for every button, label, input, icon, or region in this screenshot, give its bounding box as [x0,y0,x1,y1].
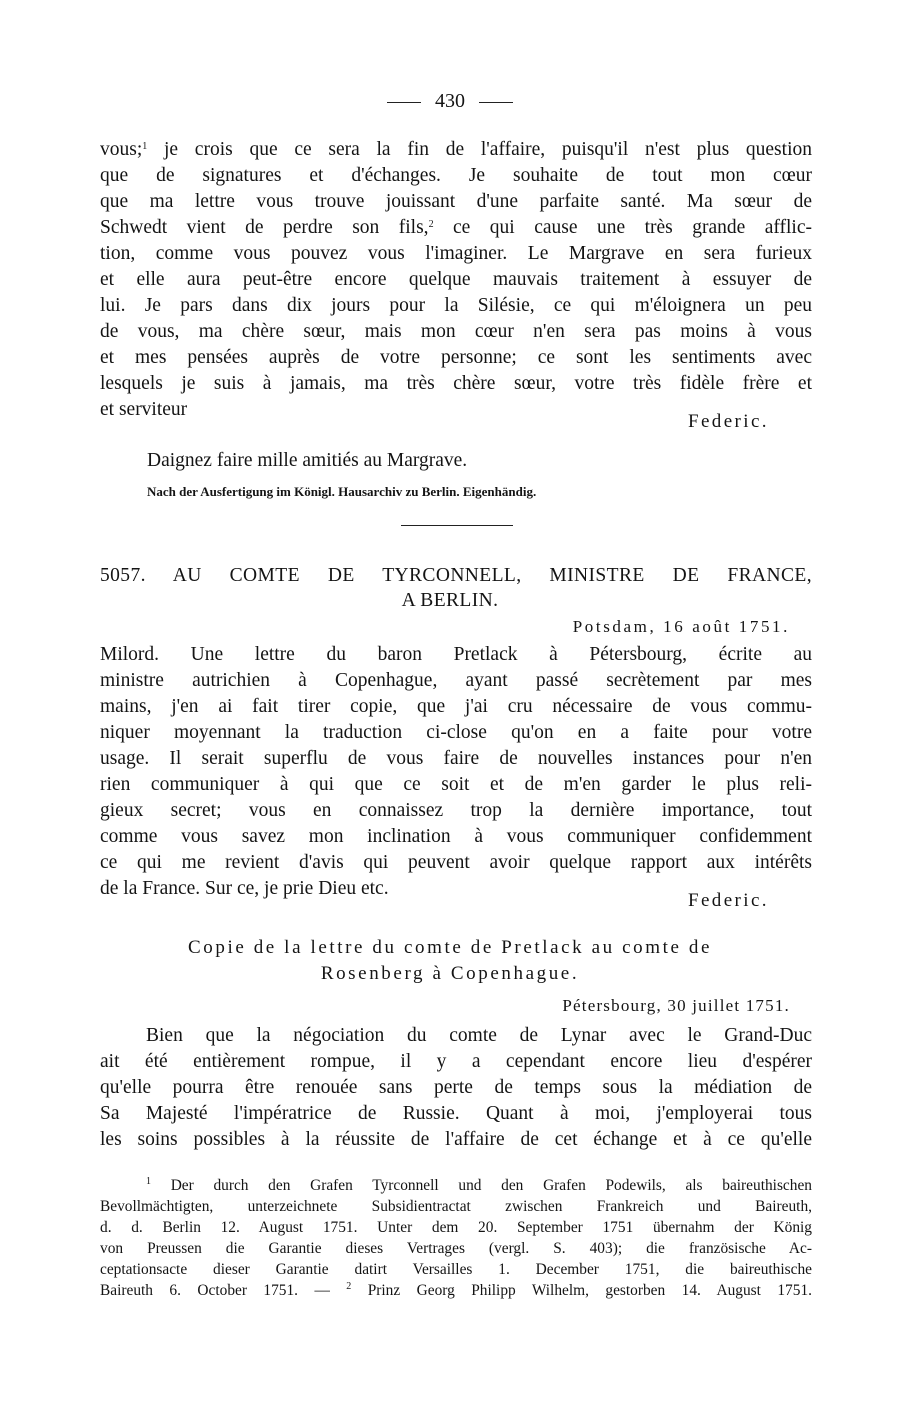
text-line: Bien que la négociation du comte de Lynar avec le Grand-Duc [146,1025,812,1046]
dateline: Potsdam, 16 août 1751. [572,617,790,636]
text-line: ministre autrichien à Copenhague, ayant passé secrètement par mes [100,670,812,691]
footnotes [100,1175,812,1301]
footnote-line: $^1$ Der durch den Grafen Tyrconnell und den Grafen Podewils, als baireuthischen [146,1176,812,1194]
signature: Federic. [688,411,769,432]
letter-title-line2: A BERLIN. [401,590,499,611]
signature: Federic. [688,890,769,911]
text-line: usage. Il serait superflu de vous faire de nouvelles instances pour n'en [100,748,812,769]
text-line: les soins possibles à la réussite de l'affaire de cet échange et à ce qu'elle [100,1129,812,1150]
copy-heading: Copie de la lettre du comte de Pretlack au comte de [187,937,713,958]
text-line: de la France. Sur ce, je prie Dieu etc. [100,878,389,899]
text-line: qu'elle pourra être renouée sans perte de temps sous la médiation de [100,1077,812,1098]
text-line: comme vous savez mon inclination à vous communiquer confidemment [100,826,812,847]
dateline: Pétersbourg, 30 juillet 1751. [562,996,790,1015]
footnote-line: ceptationsacte dieser Garantie datirt Versailles 1. December 1751, die baireuthische [100,1261,812,1278]
header-dash-right [479,102,513,103]
letter-title: 5057. AU COMTE DE TYRCONNELL, MINISTRE DE FRANCE, [100,565,812,586]
text-line: ce qui me revient d'avis qui peuvent avoir quelque rapport aux intérêts [100,852,812,873]
text-line: et elle aura peut-être encore quelque mauvais traitement à essuyer de [100,269,812,290]
text-line: rien communiquer à qui que ce soit et de m'en garder le plus reli- [100,774,812,795]
letter-continuation [100,137,812,423]
text-line: lesquels je suis à jamais, ma très chère sœur, votre très fidèle frère et [100,373,812,394]
text-line: tion, comme vous pouvez vous l'imaginer. Le Margrave en sera furieux [100,243,812,264]
text-line: niquer moyennant la traduction ci-close qu'on en a faite pour votre [100,722,812,743]
footnote-number: 1 [146,1176,151,1187]
text-line: Schwedt vient de perdre son fils,$^2$ ce qui cause une très grande afflic- [100,217,812,238]
page-header [0,90,900,113]
footnote-line: von Preussen die Garantie dieses Vertrages (vergl. S. 403); die französische Ac- [100,1240,812,1257]
text-line: ait été entièrement rompue, il y a cependant encore lieu d'espérer [100,1051,812,1072]
letter-body [100,642,812,902]
page-number: 430 [435,90,465,112]
postscript: Daignez faire mille amitiés au Margrave. [147,450,468,471]
copy-body [100,1023,812,1153]
text-line: et mes pensées auprès de votre personne; ce sont les sentiments avec [100,347,812,368]
text-line: mains, j'en ai fait tirer copie, que j'ai cru nécessaire de vous commu- [100,696,812,717]
section-divider [401,525,513,526]
footnote-ref: 2 [428,219,434,230]
footnote-line: Bevollmächtigten, unterzeichnete Subsidientractat zwischen Frankreich und Baireuth, [100,1198,812,1215]
text-line: vous;$^1$ je crois que ce sera la fin de l'affaire, puisqu'il n'est plus question [100,139,812,160]
footnote-number: 2 [346,1281,352,1292]
text-line: Sa Majesté l'impératrice de Russie. Quant à moi, j'employerai tous [100,1103,812,1124]
footnote-ref: 1 [142,141,148,152]
header-dash-left [387,102,421,103]
footnote-line: d. d. Berlin 12. August 1751. Unter dem 20. September 1751 übernahm der König [100,1219,812,1236]
text-line: que ma lettre vous trouve jouissant d'une parfaite santé. Ma sœur de [100,191,812,212]
text-line: de vous, ma chère sœur, mais mon cœur n'en sera pas moins à vous [100,321,812,342]
copy-heading-line2: Rosenberg à Copenhague. [320,963,580,984]
footnote-line: Baireuth 6. October 1751. — $^2$ Prinz Georg Philipp Wilhelm, gestorben 14. August 1751. [100,1281,812,1299]
text-line: lui. Je pars dans dix jours pour la Silésie, ce qui m'éloignera un peu [100,295,812,316]
text-line: gieux secret; vous en connaissez trop la dernière importance, tout [100,800,812,821]
text-line: Milord. Une lettre du baron Pretlack à Pétersbourg, écrite au [100,644,812,665]
text-line: et serviteur [100,399,188,420]
text-line: que de signatures et d'échanges. Je souhaite de tout mon cœur [100,165,812,186]
source-note: Nach der Ausfertigung im Königl. Hausarchiv zu Berlin. Eigenhändig. [147,484,537,499]
